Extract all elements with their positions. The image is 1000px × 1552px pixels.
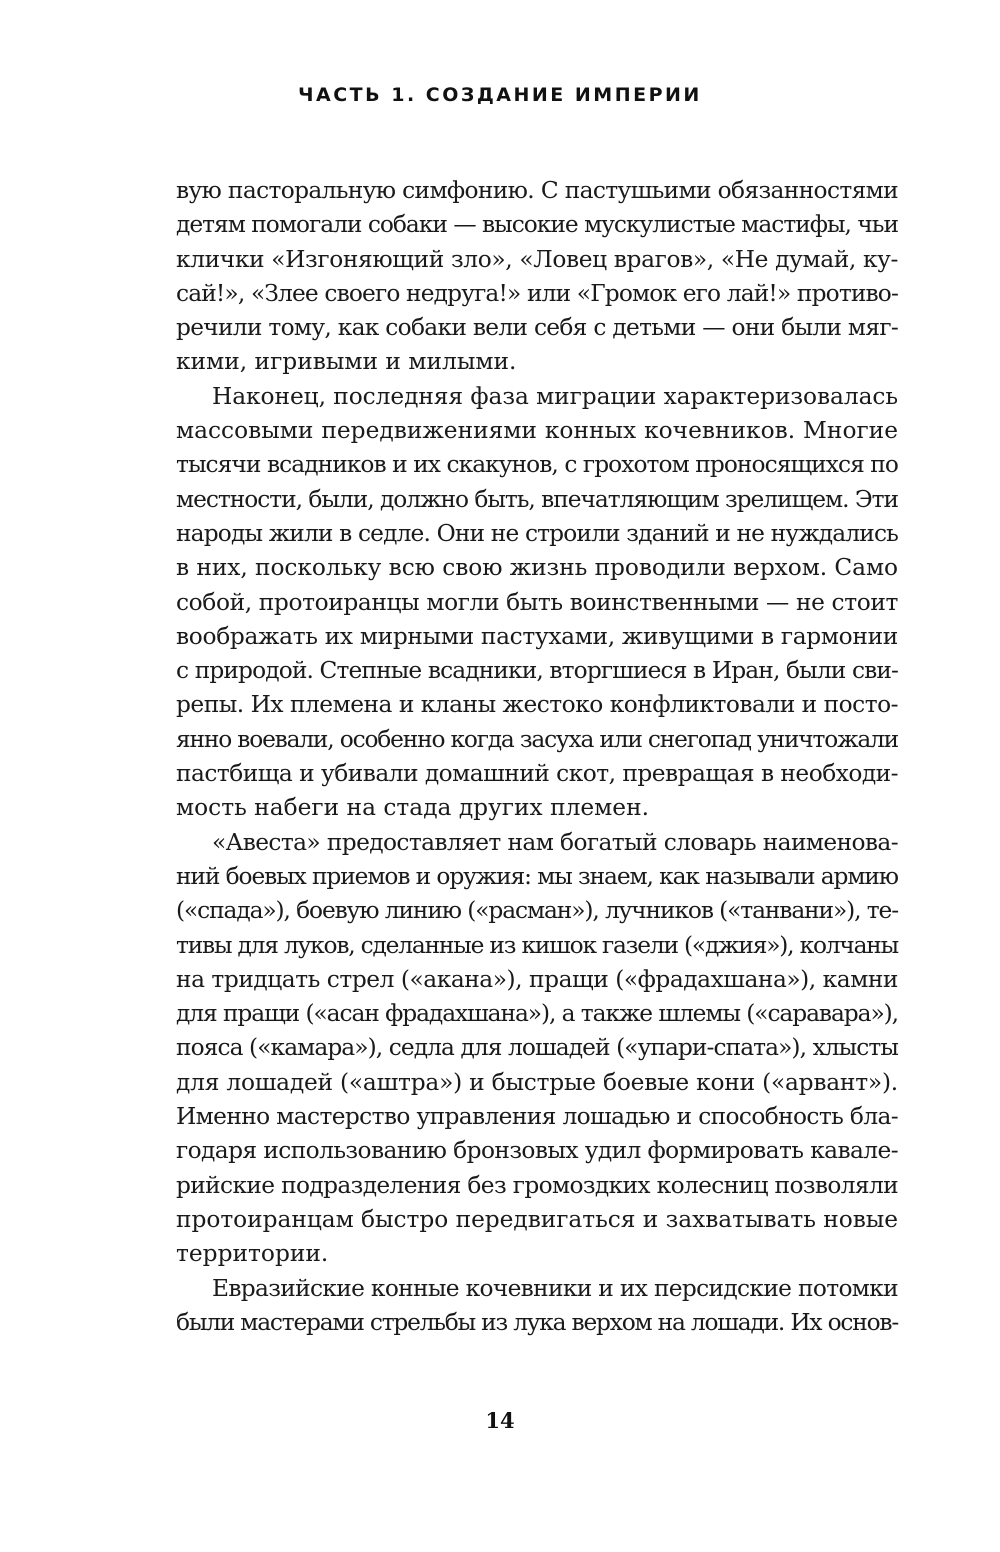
text-line: тысячи всадников и их скакунов, с грохотом проносящихся по xyxy=(176,451,898,479)
text-line: для пращи («асан фрадахшана»), а также шлемы («саравара»), xyxy=(176,1000,898,1028)
text-line: на тридцать стрел («акана»), пращи («фрадахшана»), камни xyxy=(176,965,898,993)
text-line: рийские подразделения без громоздких колесниц позволяли xyxy=(176,1171,898,1199)
text-line: ний боевых приемов и оружия: мы знаем, как называли армию xyxy=(176,862,898,890)
text-line: местности, были, должно быть, впечатляющим зрелищем. Эти xyxy=(176,485,898,513)
text-line: массовыми передвижениями конных кочевников. Многие xyxy=(176,417,898,445)
text-line: собой, протоиранцы могли быть воинственными — не стоит xyxy=(176,588,898,616)
paragraph-first-line: «Авеста» предоставляет нам богатый словарь наименова- xyxy=(212,828,898,856)
text-line: речили тому, как собаки вели себя с детьми — они были мяг- xyxy=(176,314,898,342)
text-line: воображать их мирными пастухами, живущими в гармонии xyxy=(176,622,898,650)
text-line: протоиранцам быстро передвигаться и захватывать новые xyxy=(176,1205,898,1233)
text-line: тивы для луков, сделанные из кишок газели («джия»), колчаны xyxy=(176,931,898,959)
text-line: вую пасторальную симфонию. С пастушьими обязанностями xyxy=(176,177,899,204)
text-line: янно воевали, особенно когда засуха или снегопад уничтожали xyxy=(176,725,898,753)
text-line: пастбища и убивали домашний скот, превращая в необходи- xyxy=(176,760,898,788)
text-line: были мастерами стрельбы из лука верхом на лошади. Их основ- xyxy=(176,1308,898,1336)
text-line: сай!», «Злее своего недруга!» или «Громок его лай!» противо- xyxy=(176,279,898,307)
text-line: клички «Изгоняющий зло», «Ловец врагов», «Не думай, ку- xyxy=(176,245,899,273)
page-number: 14 xyxy=(485,1408,515,1433)
text-line: народы жили в седле. Они не строили зданий и не нуждались xyxy=(176,519,898,547)
text-line: кими, игривыми и милыми. xyxy=(176,348,517,376)
paragraph-first-line: Наконец, последняя фаза миграции характеризовалась xyxy=(212,382,898,410)
body-text xyxy=(176,174,898,1340)
text-line: с природой. Степные всадники, вторгшиеся в Иран, были сви- xyxy=(176,657,898,685)
paragraph-first-line: Евразийские конные кочевники и их персидские потомки xyxy=(212,1274,898,1302)
text-line: мость набеги на стада других племен. xyxy=(176,794,650,822)
running-head: ЧАСТЬ 1. СОЗДАНИЕ ИМПЕРИИ xyxy=(298,84,702,106)
text-line: в них, поскольку всю свою жизнь проводили верхом. Само xyxy=(176,554,898,582)
text-line: годаря использованию бронзовых удил формировать кавале- xyxy=(176,1137,898,1165)
text-line: детям помогали собаки — высокие мускулистые мастифы, чьи xyxy=(176,211,898,239)
text-line: территории. xyxy=(176,1240,329,1268)
text-line: Именно мастерство управления лошадью и способность бла- xyxy=(176,1103,898,1131)
text-line: репы. Их племена и кланы жестоко конфликтовали и посто- xyxy=(176,691,898,719)
text-line: для лошадей («аштра») и быстрые боевые кони («арвант»). xyxy=(176,1068,898,1096)
text-line: пояса («камара»), седла для лошадей («упари-спата»), хлысты xyxy=(176,1034,898,1062)
text-line: («спада»), боевую линию («расман»), лучников («танвани»), те- xyxy=(176,897,898,925)
